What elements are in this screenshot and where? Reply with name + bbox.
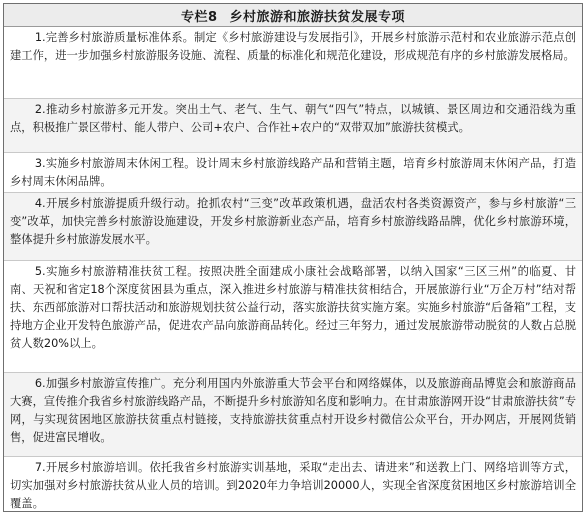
feature-box bbox=[3, 3, 583, 512]
box-title: 乡村旅游和旅游扶贫发展专项 bbox=[229, 9, 406, 25]
item-quality-standards: 1.完善乡村旅游质量标准体系。制定《乡村旅游建设与发展指引》，开展乡村旅游示范村和农业旅游示范点创建工作，进一步加强乡村旅游服务设施、流程、质量的标准化和规范化建设，形成规范有序的乡村旅游发展格局。 bbox=[4, 27, 582, 99]
box-header bbox=[4, 4, 582, 27]
item-promotion: 6.加强乡村旅游宣传推广。充分利用国内外旅游重大节会平台和网络媒体，以及旅游商品博览会和旅游商品大赛，宣传推介我省乡村旅游线路产品，不断提升乡村旅游知名度和影响力。在甘肃旅游网开设“甘肃旅游扶贫”专网，与实现贫困地区旅游扶贫重点村链接，支持旅游扶贫重点村开设乡村微信公众平台，开办网店，开展网货销售，促进富民增收。 bbox=[4, 373, 582, 457]
column-label: 专栏8 bbox=[180, 9, 218, 25]
item-training: 7.开展乡村旅游培训。依托我省乡村旅游实训基地，采取“走出去、请进来”和送教上门、网络培训等方式，切实加强对乡村旅游扶贫从业人员的培训。到2020年力争培训20000人，实现全省深度贫困地区乡村旅游培训全覆盖。 bbox=[10, 461, 576, 510]
item-weekend-leisure: 3.实施乡村旅游周末休闲工程。设计周末乡村旅游线路产品和营销主题，培育乡村旅游周末休闲产品，打造乡村周末休闲品牌。 bbox=[4, 153, 582, 193]
item-precision-poverty-alleviation: 5.实施乡村旅游精准扶贫工程。按照决胜全面建成小康社会战略部署，以纳入国家“三区三州”的临夏、甘南、天祝和省定18个深度贫困县为重点，深入推进乡村旅游与精准扶贫相结合，开展旅游行业“万企万村”结对帮扶、东西部旅游对口帮扶活动和旅游规划扶贫公益行动，落实旅游扶贫实施方案。实施乡村旅游“后备箱”工程，支持地方企业开发特色旅游产品，促进农产品向旅游商品转化。经过三年努力，通过发展旅游带动脱贫的人数占总脱贫人数20%以上。 bbox=[4, 261, 582, 373]
item-list bbox=[4, 27, 582, 512]
item-diversified-development: 2.推动乡村旅游多元开发。突出土气、老气、生气、朝气“四气”特点，以城镇、景区周边和交通沿线为重点，积极推广景区带村、能人带户、公司+农户、合作社+农户的“双带双加”旅游扶贫模式。 bbox=[4, 99, 582, 153]
item-quality-upgrade: 4.开展乡村旅游提质升级行动。抢抓农村“三变”改革政策机遇，盘活农村各类资源资产，参与乡村旅游“三变”改革，加快完善乡村旅游设施建设，开发乡村旅游新业态产品，培育乡村旅游线路品牌，优化乡村旅游环境，整体提升乡村旅游发展水平。 bbox=[4, 193, 582, 261]
